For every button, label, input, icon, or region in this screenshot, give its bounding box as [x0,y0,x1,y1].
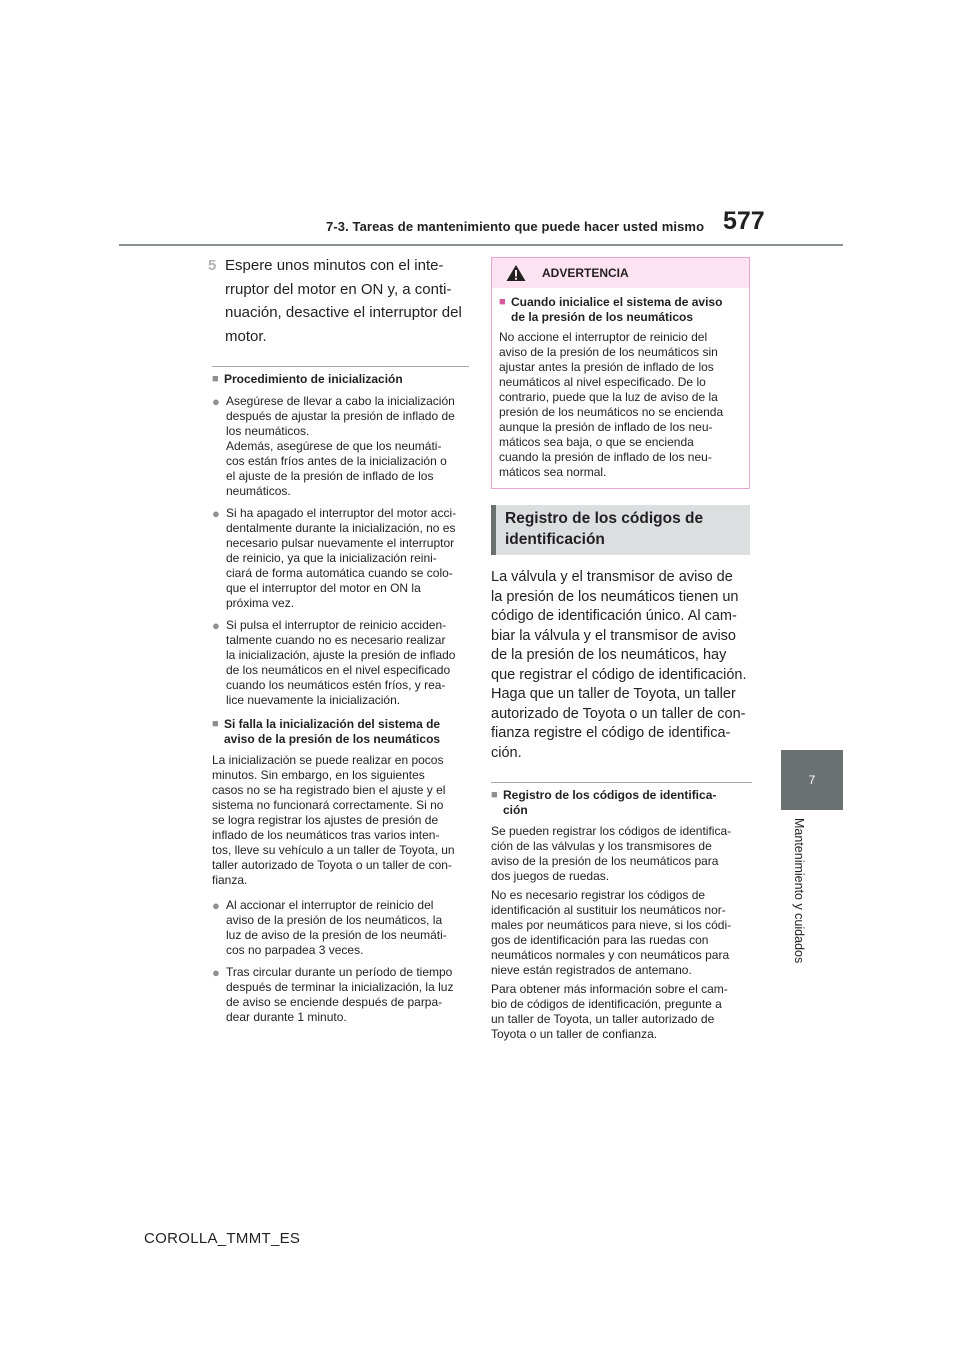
section-divider [491,782,752,783]
right-column [491,257,752,1042]
step-5 [208,254,469,348]
list-item: ● Al accionar el interruptor de reinicio del aviso de la presión de los neumáticos, la luz de aviso de la presión de los neumáti- cos no parpadea 3 veces. [212,898,447,957]
section-heading-inicializacion: ■ Procedimiento de inicialización [212,372,403,386]
square-bullet-icon: ■ [499,296,506,308]
chapter-tab: 7 [781,750,843,810]
square-bullet-icon: ■ [212,718,219,730]
list-item: ● Asegúrese de llevar a cabo la inicialización después de ajustar la presión de inflado de los neumáticos. Además, asegúrese de que los neumáti- cos están fríos antes de la inicialización o el ajuste de la presión de inflado de los neumáticos. [212,394,455,498]
warning-header [492,258,749,288]
warning-body [492,288,749,488]
list-item: ● Si pulsa el interruptor de reinicio acciden- talmente cuando no es necesario realizar la inicialización, ajuste la presión de inflado de los neumáticos en el nivel especificado cuando los neumáticos estén fríos, y rea- lice nuevamente la inicialización. [212,618,456,707]
circle-bullet-icon: ● [212,898,220,913]
circle-bullet-icon: ● [212,965,220,980]
section-heading-registro: ■ Registro de los códigos de identifica- ción [491,788,717,817]
intro-paragraph: La válvula y el transmisor de aviso de la presión de los neumáticos tienen un código de identificación único. Al cam- biar la válvula y el transmisor de aviso de la presión de los neumáticos, hay que registrar el código de identificación. Haga que un taller de Toyota, un taller autorizado de Toyota o un taller de con- fianza registre el código de identifica- ción. [491,569,747,761]
section-paragraph: La inicialización se puede realizar en pocos minutos. Sin embargo, en los siguientes casos no se ha registrado bien el ajuste y el sistema no funcionará correctamente. Si no se logra registrar los ajustes de presión de inflado de los neumáticos tras varios inten- tos, lleve su vehículo a un taller de Toyota, un taller autorizado de Toyota o un taller de con- fianza. [212,753,455,887]
section-divider [212,366,469,367]
step-text: Espere unos minutos con el inte- rruptor del motor en ON y, a conti- nuación, desactive el interruptor del motor. [225,257,462,345]
square-bullet-icon: ■ [491,789,498,801]
square-bullet-icon: ■ [212,373,219,385]
chapter-title: Mantenimiento y cuidados [792,818,806,964]
section-paragraph: Para obtener más información sobre el cam- bio de códigos de identificación, pregunte a un taller de Toyota, un taller autorizado de Toyota o un taller de confianza. [491,982,728,1041]
section-paragraph: Se pueden registrar los códigos de identifica- ción de las válvulas y los transmisores de aviso de la presión de los neumáticos para dos juegos de ruedas. [491,824,732,883]
list-item: ● Si ha apagado el interruptor del motor acci- dentalmente durante la inicialización, no es necesario pulsar nuevamente el interruptor de reinicio, ya que la inicialización reini- ciará de forma automática cuando se colo- que el interruptor del motor en ON la próxima vez. [212,506,457,610]
section-title: Registro de los códigos de identificación [491,505,750,555]
warning-box [491,257,750,489]
section-heading-si-falla: ■ Si falla la inicialización del sistema de aviso de la presión de los neumáticos [212,717,441,746]
section-paragraph: No es necesario registrar los códigos de identificación al sustituir los neumáticos nor- males por neumáticos para nieve, si los códi- gos de identificación para las ruedas con neumáticos normales y con neumáticos para nieve están registrados de antemano. [491,888,732,977]
warning-triangle-icon [506,264,526,282]
warning-text: No accione el interruptor de reinicio del aviso de la presión de los neumáticos sin ajustar antes la presión de inflado de los neumáticos al nivel especificado. De lo contrario, puede que la luz de aviso de la presión de los neumáticos no se encienda aunque la presión de inflado de los neu- máticos sea baja, o que se encienda cuando la presión de inflado de los neu- máticos sea normal. [499,330,724,479]
header-divider [119,244,843,246]
circle-bullet-icon: ● [212,506,220,521]
circle-bullet-icon: ● [212,394,220,409]
left-column [208,254,469,1025]
page-number: 577 [723,207,765,235]
circle-bullet-icon: ● [212,618,220,633]
warning-title: ■ Cuando inicialice el sistema de aviso de la presión de los neumáticos [499,295,723,324]
warning-label: ADVERTENCIA [542,266,629,280]
step-number: 5 [208,257,217,274]
document-id: COROLLA_TMMT_ES [144,1230,301,1247]
list-item: ● Tras circular durante un período de tiempo después de terminar la inicialización, la luz de aviso se enciende después de parpa- dear durante 1 minuto. [212,965,454,1024]
running-header: 7-3. Tareas de mantenimiento que puede hacer usted mismo [326,219,705,234]
